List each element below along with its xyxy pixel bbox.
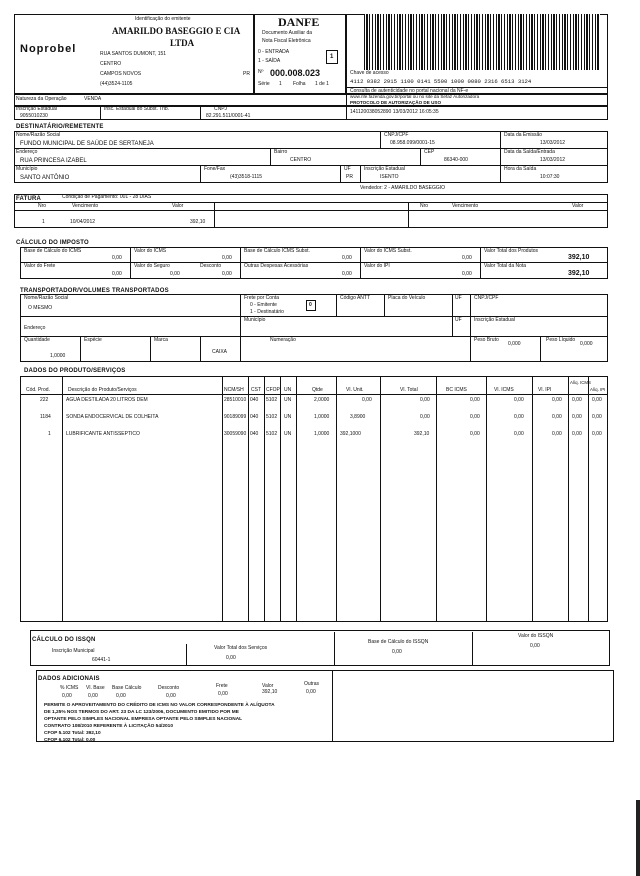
chave-consulta-1: Consulta de autenticidade no portal nacional da NF-e [350, 88, 469, 94]
ie-st-label: Insc. Estadual do Subst. Trib. [104, 106, 170, 112]
tr-peso-liq: 0,000 [580, 341, 593, 347]
dest-city-label: Município [16, 166, 38, 172]
natureza-row [14, 94, 608, 106]
imp-base-icms: 0,00 [112, 255, 122, 261]
danfe-serie-label: Série [258, 81, 270, 87]
cnpj-value: 82.291.511/0001-41 [206, 113, 251, 119]
tr-peso-bruto-label: Peso Bruto [474, 337, 499, 343]
imp-base-st-label: Base de Cálculo ICMS Subst. [244, 248, 310, 254]
chave-value: 4112 0382 2915 1100 0141 5500 1000 0080 2316 6513 3124 [350, 78, 532, 85]
adic-mini-val-0: 0,00 [62, 693, 72, 699]
dest-emissao-label: Data da Emissão [504, 132, 543, 138]
ie-split-1 [100, 106, 101, 120]
prod-row3-bc: 0,00 [470, 431, 480, 437]
prod-col-code: Cód. Prod. [26, 387, 50, 393]
prod-row2-icms: 0,00 [514, 414, 524, 420]
emitente-name-2: LTDA [170, 38, 195, 48]
prod-col-qtd: Qtde [312, 387, 323, 393]
emitente-name-1: AMARILDO BASEGGIO E CIA [112, 26, 241, 36]
adic-line-2: OPTANTE PELO SIMPLES NACIONAL EMPRESA OPTANTE PELO SIMPLES NACIONAL [44, 717, 243, 722]
prod-row2-aipi: 0,00 [592, 414, 602, 420]
prod-col-cfop: CFOP [266, 387, 280, 393]
prod-v-6 [296, 376, 297, 622]
dest-address-label: Endereço [16, 149, 38, 155]
prod-row1-unit: 0,00 [362, 397, 372, 403]
prod-row3-qtd: 1,0000 [314, 431, 330, 437]
danfe-op-saida: 1 - SAÍDA [258, 58, 281, 64]
prod-row3-aipi: 0,00 [592, 431, 602, 437]
protocolo-label: PROTOCOLO DE AUTORIZAÇÃO DE USO [350, 100, 442, 105]
natureza-split [346, 94, 347, 106]
prod-col-ipi: Vl. IPI [538, 387, 552, 393]
fatura-vendedor: Vendedor: 2 - AMARILDO BASEGGIO [360, 185, 446, 191]
danfe-folha-label: Folha [293, 81, 306, 87]
imp-desconto: 0,00 [170, 271, 180, 277]
prod-v-1 [62, 376, 63, 622]
tr-v-1 [240, 294, 241, 362]
tr-especie-label: Espécie [84, 337, 102, 343]
issqn-base-label: Base de Cálculo do ISSQN [368, 639, 429, 645]
prod-row2-total: 0,00 [420, 414, 430, 420]
prod-row3-unit: 392,1000 [340, 431, 361, 437]
prod-v-4 [264, 376, 265, 622]
dest-cnpj-label: CNPJ/CPF [384, 132, 409, 138]
adic-mini-col-3: Desconto [158, 685, 180, 691]
emitente-logo: Noprobel [20, 43, 77, 55]
dest-uf: PR [346, 174, 353, 180]
imp-base-st: 0,00 [342, 255, 352, 261]
tr-v-7 [150, 336, 151, 362]
transportador-header: TRANSPORTADOR/VOLUMES TRANSPORTADOS [20, 288, 169, 294]
ie-label: Inscrição Estadual [16, 106, 57, 112]
dest-bairro-label: Bairro [274, 149, 288, 155]
prod-hline [20, 394, 608, 395]
imp-total-prod: 392,10 [568, 254, 590, 261]
imp-seguro: 0,00 [222, 271, 232, 277]
imp-outras-label: Outras Despesas Acessórias [244, 263, 309, 269]
tr-qtd: 1,0000 [50, 353, 66, 359]
dest-cnpj: 08.958.099/0001-15 [390, 140, 435, 146]
tr-frete-value: 0 [309, 302, 312, 308]
dest-v-5 [200, 165, 201, 183]
dest-cep-label: CEP [424, 149, 435, 155]
prod-row3-aliq: 0,00 [572, 431, 582, 437]
tr-cnpj-label: CNPJ/CPF [474, 295, 499, 301]
adic-line-1: DE 1,25% NOS TERMOS DO ART. 23 DA LC 123/2006, DOCUMENTO EMITIDO POR ME [44, 710, 239, 715]
adic-mini-col-2: Base Cálculo [112, 685, 142, 691]
issqn-valor-label: Valor do ISSQN [518, 633, 554, 639]
imp-outras: 0,00 [342, 271, 352, 277]
adic-mini-col-1: Vl. Base [86, 685, 105, 691]
tr-address-label: Endereço [24, 325, 46, 331]
prod-row1-cst: 040 [250, 397, 259, 403]
prod-row2-unit: 3,8900 [350, 414, 366, 420]
prod-row2-ncm: 90189099 [224, 414, 247, 420]
adic-line-4: CFOP 5.102 Total: 392,10 [44, 731, 101, 736]
dest-city: SANTO ANTÔNIO [20, 175, 70, 181]
tr-h-2 [20, 336, 608, 337]
dest-v-1 [380, 131, 381, 148]
tr-uf-label: UF [455, 295, 462, 301]
dest-saida-label: Data da Saída/Entrada [504, 149, 555, 155]
imp-v-1 [130, 247, 131, 279]
fatura-hline [14, 202, 608, 203]
dest-name: FUNDO MUNICIPAL DE SAÚDE DE SERTANEJA [20, 141, 154, 147]
ie-split-3 [346, 106, 347, 120]
dest-cep: 86340-000 [444, 157, 468, 163]
prod-row1-cfop: 5102 [266, 397, 278, 403]
prod-col-total: Vl. Total [400, 387, 418, 393]
chave-label: Chave de acesso [350, 70, 389, 76]
fatura-col-venc-2: Vencimento [452, 203, 479, 209]
prod-v-7 [336, 376, 337, 622]
imposto-header: CÁLCULO DO IMPOSTO [16, 240, 89, 246]
prod-row1-un: UN [284, 397, 292, 403]
dest-phone-label: Fone/Fax [204, 166, 226, 172]
adic-mini-col-4: Frete [216, 683, 228, 689]
emitente-city: CAMPOS NOVOS [100, 71, 142, 77]
issqn-header: CÁLCULO DO ISSQN [32, 637, 96, 643]
emitente-state: PR [243, 71, 250, 77]
adic-line-5: CFOP 6.102 Total: 0,00 [44, 738, 96, 743]
fatura-row-nro: 1 [42, 219, 45, 225]
issqn-v-3 [472, 632, 473, 666]
danfe-desc-1: Documento Auxiliar da [262, 30, 313, 36]
issqn-base: 0,00 [392, 649, 402, 655]
dest-address: RUA PRINCESA IZABEL [20, 158, 87, 164]
dest-ie-label: Inscrição Estadual [364, 166, 405, 172]
prod-row3-cfop: 5102 [266, 431, 278, 437]
tr-v-9 [540, 336, 541, 362]
prod-col-un: UN [284, 387, 292, 393]
fatura-split [214, 202, 215, 228]
prod-row2-un: UN [284, 414, 292, 420]
prod-row1-aliq: 0,00 [572, 397, 582, 403]
dest-v-7 [360, 165, 361, 183]
imp-frete: 0,00 [112, 271, 122, 277]
prod-col-icms: Vl. ICMS [494, 387, 514, 393]
protocolo-value: 141120038052890 13/03/2012 16:05:35 [350, 109, 439, 115]
imp-total-nota-label: Valor Total da Nota [484, 263, 527, 269]
dest-bairro: CENTRO [290, 157, 312, 163]
adic-mini-val-6: 0,00 [306, 689, 316, 695]
prod-row1-code: 222 [40, 397, 49, 403]
destinatario-header: DESTINATÁRIO/REMETENTE [16, 124, 104, 130]
tr-v-2 [336, 294, 337, 316]
issqn-valor-serv-label: Valor Total dos Serviços [214, 645, 268, 651]
prod-row2-desc: SONDA ENDOCERVICAL DE COLHEITA [66, 414, 159, 420]
tr-name-label: Nome/Razão Social [24, 295, 69, 301]
tr-name: O MESMO [28, 305, 53, 311]
dest-name-label: Nome/Razão Social [16, 132, 61, 138]
adic-line-0: PERMITE O APROVEITAMENTO DO CRÉDITO DE ICMS NO VALOR CORRESPONDENTE À ALÍQUOTA [44, 703, 275, 708]
barcode-image [364, 14, 600, 70]
dest-emissao: 13/03/2012 [540, 140, 566, 146]
prod-v-12 [568, 376, 569, 622]
tr-frete-label: Frete por Conta [244, 295, 280, 301]
prod-col-aipi: Alíq. IPI [590, 387, 606, 392]
prod-row1-aipi: 0,00 [592, 397, 602, 403]
fatura-col-nro: Nro [38, 203, 47, 209]
tr-city-label: Município [244, 317, 266, 323]
emitente-phone: (44)3524-1105 [100, 81, 133, 87]
prod-row1-icms: 0,00 [514, 397, 524, 403]
natureza-value: VENDA [84, 96, 102, 102]
prod-col-bc: BC ICMS [446, 387, 467, 393]
prod-col-cst: CST [251, 387, 261, 393]
prod-row1-ncm: 28510010 [224, 397, 247, 403]
prod-col-unit: Vl. Unit. [346, 387, 364, 393]
dest-saida: 13/03/2012 [540, 157, 566, 163]
scan-edge [636, 800, 640, 876]
dest-phone: (43)3518-1115 [230, 174, 263, 180]
tr-v-8 [200, 336, 201, 362]
dest-v-3 [270, 148, 271, 165]
dest-hora: 10:07:30 [540, 174, 560, 180]
imp-desconto-label: Desconto [200, 263, 222, 269]
tr-v-3 [384, 294, 385, 316]
adicionais-header: DADOS ADICIONAIS [38, 676, 100, 682]
prod-row2-code: 1184 [40, 414, 51, 420]
tr-v-6 [80, 336, 81, 362]
emitente-address: RUA SANTOS DUMONT, 151 [100, 51, 167, 57]
tr-frete-opt1: 1 - Destinatário [250, 309, 284, 315]
danfe-number-label: Nº [258, 69, 264, 75]
fatura-col-valor: Valor [172, 203, 184, 209]
imp-valor-st-label: Valor do ICMS Subst. [364, 248, 412, 254]
tr-peso-liq-label: Peso Líquido [546, 337, 576, 343]
tr-especie: CAIXA [212, 349, 228, 355]
ie-split-2 [200, 106, 201, 120]
imp-v-4 [480, 247, 481, 279]
tr-h-1 [20, 316, 608, 317]
dest-hora-label: Hora da Saída [504, 166, 537, 172]
adic-mini-col-0: % ICMS [60, 685, 79, 691]
tr-numeracao-label: Numeração [270, 337, 296, 343]
danfe-folha: 1 de 1 [315, 81, 329, 87]
adic-mini-val-2: 0,00 [116, 693, 126, 699]
imp-base-icms-label: Base de Cálculo do ICMS [24, 248, 82, 254]
prod-row2-bc: 0,00 [470, 414, 480, 420]
tr-frete-opt0: 0 - Emitente [250, 302, 277, 308]
prod-row1-ipi: 0,00 [552, 397, 562, 403]
imp-ipi-label: Valor do IPI [364, 263, 390, 269]
ie-value: 9055010230 [20, 113, 48, 119]
emitente-district: CENTRO [100, 61, 122, 67]
issqn-v-1 [186, 644, 187, 666]
imp-valor-icms: 0,00 [222, 255, 232, 261]
prod-row3-un: UN [284, 431, 292, 437]
prod-row3-ipi: 0,00 [552, 431, 562, 437]
prod-col-desc: Descrição do Produto/Serviços [68, 387, 137, 393]
prod-row1-bc: 0,00 [470, 397, 480, 403]
imp-valor-st: 0,00 [462, 255, 472, 261]
prod-row3-ncm: 30059090 [224, 431, 247, 437]
prod-v-5 [280, 376, 281, 622]
adic-mini-col-6: Outras [304, 681, 320, 687]
prod-v-11 [532, 376, 533, 622]
fatura-col-venc: Vencimento [72, 203, 99, 209]
prod-v-3 [248, 376, 249, 622]
imp-v-2 [240, 247, 241, 279]
produtos-box [20, 376, 608, 622]
tr-ie-label: Inscrição Estadual [474, 317, 515, 323]
dest-ie: ISENTO [380, 174, 399, 180]
tr-placa-label: Placa do Veículo [388, 295, 426, 301]
fatura-col-nro-2: Nro [420, 203, 429, 209]
fatura-condition: Condição de Pagamento: 001 - 28 DIAS [62, 194, 152, 200]
emitente-header: Identificação do emitente [135, 16, 191, 22]
dest-v-4 [420, 148, 421, 165]
adic-mini-val-1: 0,00 [88, 693, 98, 699]
chave-consulta-2: www.nfe.fazenda.gov.br/portal ou no site da Sefaz Autorizadora [350, 94, 480, 99]
produtos-header: DADOS DO PRODUTO/SERVIÇOS [24, 368, 126, 374]
tr-marca-label: Marca [154, 337, 168, 343]
imp-seguro-label: Valor do Seguro [134, 263, 170, 269]
tr-uf2-label: UF [455, 317, 462, 323]
issqn-valor: 0,00 [530, 643, 540, 649]
prod-col-ncm: NCM/SH [224, 387, 244, 393]
issqn-v-2 [334, 632, 335, 666]
prod-v-8 [380, 376, 381, 622]
prod-v-10 [486, 376, 487, 622]
danfe-title: DANFE [278, 15, 320, 29]
prod-row2-aliq: 0,00 [572, 414, 582, 420]
prod-row2-ipi: 0,00 [552, 414, 562, 420]
tr-v-4 [452, 294, 453, 336]
fatura-split-2 [408, 202, 409, 228]
adic-mini-col-5: Valor [262, 683, 274, 689]
danfe-number: 000.008.023 [270, 68, 321, 78]
cnpj-label: CNPJ [214, 106, 228, 112]
imp-frete-label: Valor do Frete [24, 263, 56, 269]
imp-total-prod-label: Valor Total dos Produtos [484, 248, 539, 254]
prod-row3-total: 392,10 [414, 431, 430, 437]
prod-row2-cst: 040 [250, 414, 259, 420]
prod-v-9 [436, 376, 437, 622]
danfe-serie: 1 [279, 81, 282, 87]
fatura-col-valor-2: Valor [572, 203, 584, 209]
prod-row2-qtd: 1,0000 [314, 414, 330, 420]
tr-v-5 [470, 294, 471, 362]
prod-row1-total: 0,00 [420, 397, 430, 403]
fatura-box [14, 194, 608, 228]
danfe-op-entrada: 0 - ENTRADA [258, 49, 290, 55]
adicionais-split [332, 670, 333, 742]
fatura-row-venc: 10/04/2012 [70, 219, 96, 225]
prod-row3-desc: LUBRIFICANTE ANTISSEPTICO [66, 431, 140, 437]
prod-v-2 [222, 376, 223, 622]
imp-ipi: 0,00 [462, 271, 472, 277]
fatura-hline-2 [14, 210, 608, 211]
adic-mini-val-3: 0,00 [166, 693, 176, 699]
destinatario-box [14, 131, 608, 183]
prod-row2-cfop: 5102 [266, 414, 278, 420]
prod-row1-qtd: 2,0000 [314, 397, 330, 403]
issqn-valor-serv: 0,00 [226, 655, 236, 661]
tr-peso-bruto: 0,000 [508, 341, 521, 347]
imp-v-3 [360, 247, 361, 279]
danfe-desc-2: Nota Fiscal Eletrônica [262, 38, 311, 44]
danfe-op-value: 1 [330, 54, 334, 60]
prod-col-aliq: Alíq. ICMS [570, 380, 591, 385]
imp-total-nota: 392,10 [568, 270, 590, 277]
dest-v-2 [500, 131, 501, 183]
dest-uf-label: UF [344, 166, 351, 172]
prod-row3-cst: 040 [250, 431, 259, 437]
prod-row3-icms: 0,00 [514, 431, 524, 437]
adic-mini-val-4: 0,00 [218, 691, 228, 697]
fatura-row-valor: 392,10 [190, 219, 206, 225]
issqn-im: 60441-1 [92, 657, 111, 663]
issqn-im-label: Inscrição Municipal [52, 648, 95, 654]
imp-valor-icms-label: Valor do ICMS [134, 248, 167, 254]
tr-qtd-label: Quantidade [24, 337, 50, 343]
tr-antt-label: Código ANTT [340, 295, 371, 301]
prod-v-13 [588, 376, 589, 622]
fatura-header: FATURA [16, 196, 42, 202]
dest-v-6 [340, 165, 341, 183]
prod-row3-code: 1 [48, 431, 51, 437]
adic-line-3: CONTRATO 108/2010 REFERENTE À LICITAÇÃO 54/2010 [44, 724, 174, 729]
natureza-label: Natureza da Operação [16, 96, 67, 102]
adic-mini-val-5: 392,10 [262, 689, 278, 695]
prod-row1-desc: AGUA DESTILADA 20 LITROS DEM [66, 397, 148, 403]
